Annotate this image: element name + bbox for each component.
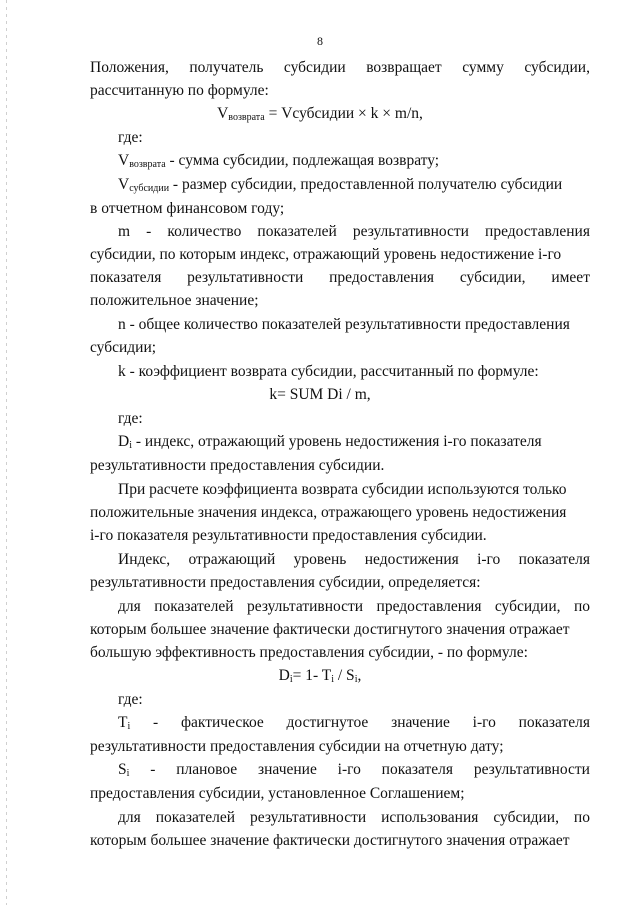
text-line-l33: которым большее значение фактически достигнутого значения отражает: [90, 832, 570, 849]
text-line-l06: в отчетном финансовом году;: [90, 200, 285, 217]
word: показателей: [155, 809, 236, 826]
text-line-l17: результативности предоставления субсидии.: [90, 457, 385, 474]
word: по: [573, 598, 590, 615]
word: результативности: [187, 269, 304, 286]
word: субсидии,: [494, 598, 561, 615]
word: показателя: [90, 269, 162, 286]
word: субсидии,: [459, 269, 526, 286]
text-line-l22: результативности предоставления субсидии, определяется:: [90, 574, 481, 591]
word: недостижения: [364, 551, 459, 568]
text-line-l19: положительные значения индекса, отражающего уровень недостижения: [90, 504, 567, 521]
word: сумму: [462, 59, 504, 76]
word: по: [573, 809, 590, 826]
word: показателей: [154, 598, 234, 615]
word: имеет: [551, 269, 590, 286]
word: результативности: [250, 809, 367, 826]
text-line-l24: которым большее значение фактически достигнутого значения отражает: [90, 621, 570, 638]
text-line-l18: При расчете коэффициента возврата субсидии используются только: [118, 481, 567, 498]
word: отражающий: [188, 551, 276, 568]
word: получатель: [189, 59, 264, 76]
word: результативности: [247, 598, 364, 615]
word: предоставления: [485, 223, 590, 240]
text-line-l13: k - коэффициент возврата субсидии, рассчитанный по формуле:: [118, 363, 539, 380]
definition-di: $D_i$ - индекс, отражающий уровень недостижения i-го показателя: [118, 433, 542, 451]
definition-v-vozvrata: $V_{возврата}$ - сумма субсидии, подлежащая возврату;: [118, 152, 440, 170]
word: использования: [381, 809, 479, 826]
text-line-l08: субсидии, по которым индекс, отражающий уровень недостижение i-го: [90, 246, 562, 263]
word: предоставления: [329, 269, 435, 286]
text-line-l12: субсидии;: [90, 339, 157, 356]
text-line-l25: большую эффективность предоставления субсидии, - по формуле:: [90, 644, 528, 661]
word: уровень: [293, 551, 347, 568]
text-line-l01: [90, 58, 590, 78]
scan-edge-artifact: [6, 0, 7, 905]
word: субсидии,: [493, 809, 559, 826]
word: -: [146, 223, 152, 240]
word: предоставления: [376, 598, 482, 615]
word: для: [118, 598, 141, 615]
word: результативности: [352, 223, 469, 240]
word: возвращает: [366, 59, 442, 76]
definition-ti: $T_i$ - фактическое достигнутое значение i-го показателя: [118, 714, 590, 732]
text-line-l23: [118, 597, 590, 617]
text-line-l09: [90, 268, 590, 288]
text-line-l10: положительное значение;: [90, 292, 259, 309]
word: показателя: [518, 551, 590, 568]
text-line-l15: где:: [118, 410, 143, 427]
word: показателей: [257, 223, 337, 240]
word: Положения,: [90, 59, 169, 76]
text-line-l07: [118, 222, 590, 242]
text-line-l29: результативности предоставления субсидии на отчетную дату;: [90, 738, 504, 755]
definition-v-subsidii: $V_{субсидии}$ - размер субсидии, предоставленной получателю субсидии: [118, 176, 563, 194]
word: для: [118, 809, 141, 826]
text-line-l02: рассчитанную по формуле:: [90, 82, 269, 99]
definition-si: $S_i$ - плановое значение i-го показателя результативности: [118, 761, 590, 779]
text-line-l31: предоставления субсидии, установленное Соглашением;: [90, 785, 465, 802]
formula-di: $D_i= 1-$ $T_i / S_i$,: [278, 667, 362, 685]
word: субсидии: [283, 59, 346, 76]
text-line-l11: n - общее количество показателей результативности предоставления: [118, 316, 570, 333]
text-line-l14: k= SUM Di / m,: [269, 386, 371, 403]
text-line-l27: где:: [118, 691, 143, 708]
word: субсидии,: [524, 59, 590, 76]
text-line-l20: i-го показателя результативности предоставления субсидии.: [90, 527, 487, 544]
text-line-l04: где:: [118, 129, 143, 146]
text-line-l21: [118, 550, 590, 570]
word: m: [118, 223, 131, 240]
word: i-го: [477, 551, 501, 568]
page-number: 8: [317, 34, 323, 48]
text-line-l32: [118, 808, 590, 828]
word: количество: [167, 223, 242, 240]
formula-vozvrata: $V_{возврата}$ = Vсубсидии × k × m/n,: [217, 105, 423, 123]
word: Индекс,: [118, 551, 171, 568]
